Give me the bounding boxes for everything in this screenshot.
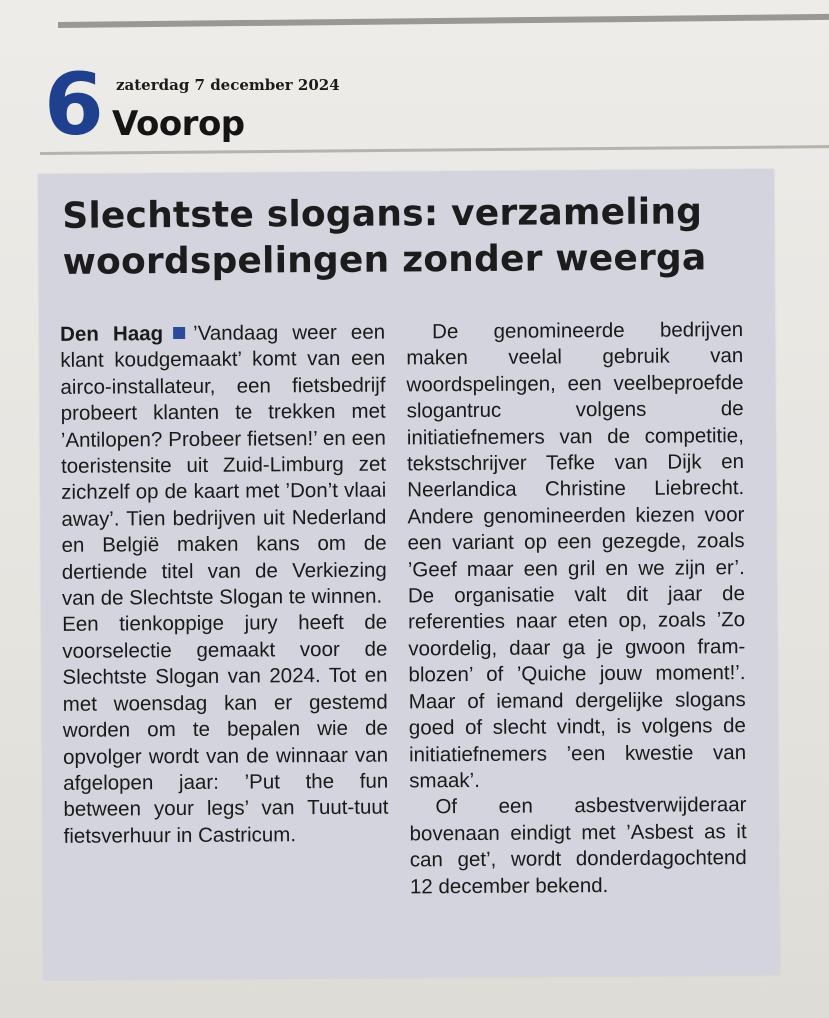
article-paragraph [60, 320, 387, 613]
section-title: Voorop [112, 104, 245, 144]
article-column-right [406, 317, 747, 900]
article-column-left [60, 320, 389, 850]
page-date: zaterdag 7 december 2024 [116, 76, 340, 94]
article-box [38, 169, 780, 980]
page-number: 6 [44, 55, 102, 155]
article-headline: Slechtste slogans: verzameling woordspelingen zonder weerga [62, 191, 707, 283]
article-paragraph: De genomineerde bedrijven maken veelal gebruik van woordspelingen, een veelbeproefde slogantruc volgens de initiatiefnemers van de competitie, tekstschrijver Tefke van Dijk en Neerlandica Christine Liebrecht. Andere genomineerden kiezen voor een variant op een gezegde, zoals ’Geef maar een gril en we zijn er’. De organisatie valt dit jaar de referenties naar eten op, zoals ’Zo voordelig, daar ga je gwoon framblozen’ of ’Quiche jouw moment!’. Maar of iemand dergelijke slogans goed of slecht vindt, is volgens de initiatiefnemers ’een kwestie van smaak’. [406, 318, 747, 793]
article-paragraph: Een tienkoppige jury heeft de voorselectie gemaakt voor de Slechtste Slogan van 2024. Tot en met woensdag kan er gestemd worden om te bepalen wie de opvolger wordt van de winnaar van afgelopen jaar: ’Put the fun between your legs’ van Tuut-tuut fietsverhuur in Castricum. [62, 611, 389, 848]
top-rule [58, 14, 829, 28]
article-paragraph: Of een asbestverwijderaar bovenaan eindigt met ’Asbest as it can get’, wordt donderdagochtend 12 december bekend. [409, 793, 747, 898]
dateline: Den Haag [60, 322, 164, 346]
square-bullet-icon [173, 327, 185, 339]
paragraph-text: ’Vandaag weer een klant koudgemaakt’ komt van een airco-installateur, een fietsbedrijf probeert klanten te trekken met ’Antilopen? Probeer fietsen!’ en een toeristensite uit Zuid-Limburg zet zichzelf op de kaart met ’Don’t vlaai away’. Tien bedrijven uit Nederland en België maken kans om de dertiende titel van de Verkiezing van de Slechtste Slogan te winnen. [60, 320, 387, 610]
header-divider [40, 145, 829, 155]
